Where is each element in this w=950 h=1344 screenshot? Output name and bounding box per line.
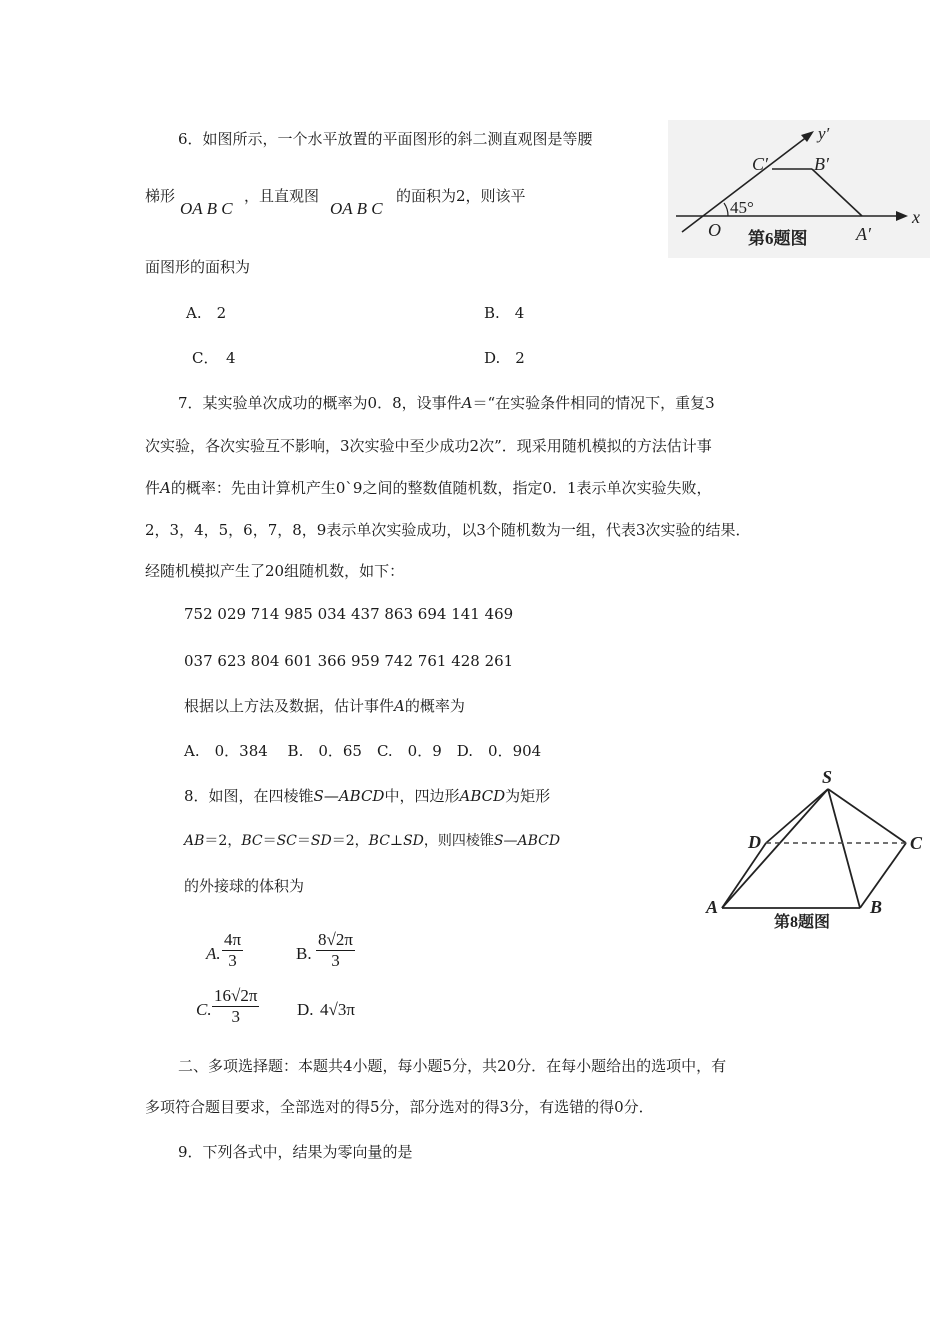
q7-line5: 经随机模拟产生了20组随机数，如下： <box>145 562 405 580</box>
q8-line1 <box>184 786 550 806</box>
q7-line1-b: ＝“在实验条件相同的情况下，重复3 <box>472 394 715 412</box>
q8-pyramid-name: S—ABCD <box>313 787 385 805</box>
q8-option-c-fraction <box>212 986 259 1027</box>
q7-line6 <box>184 696 465 716</box>
q6-oabc-2: OA B C <box>330 199 383 218</box>
q7-line4: 2，3，4，5，6，7，8，9表示单次实验成功，以3个随机数为一组，代表3次实验的结果． <box>145 521 751 539</box>
q8-seg-sc: SC <box>276 833 297 849</box>
q6-option-c: C． 4 <box>192 349 236 367</box>
q6-line2-b: ，且直观图 <box>244 187 320 205</box>
q8-eq-sign-1: ＝ <box>262 833 277 849</box>
q8-option-b-fraction <box>316 930 355 971</box>
q8-seg-bc-2: BC <box>368 833 390 849</box>
q7-line1 <box>178 393 715 413</box>
q6-figure <box>668 120 930 258</box>
q8-option-b-numerator: 8√2π <box>318 930 353 949</box>
section2-line1: 二、多项选择题：本题共4小题，每小题5分，共20分．在每小题给出的选项中，有 <box>178 1057 727 1075</box>
q6-option-d: D. 2 <box>484 349 525 367</box>
vertex-b-label: B <box>870 897 883 917</box>
q8-seg-sd: SD <box>310 833 332 849</box>
angle-label: 45° <box>730 198 754 217</box>
q8-eq-2: ＝2， <box>204 833 242 849</box>
y-axis-label: y′ <box>818 124 830 143</box>
q7-random-row-1: 752 029 714 985 034 437 863 694 141 469 <box>184 605 514 623</box>
q8-line2 <box>184 831 560 851</box>
edge-s-a <box>722 789 828 908</box>
q8-option-b-denominator: 3 <box>316 950 355 971</box>
point-o-label: O <box>708 220 721 240</box>
q7-random-row-2: 037 623 804 601 366 959 742 761 428 261 <box>184 652 514 670</box>
vertex-s-label: S <box>822 767 833 787</box>
vertex-d-label: D <box>748 832 761 852</box>
q7-line3-a: 件 <box>145 479 161 497</box>
q8-eq-sign-2: ＝ <box>296 833 311 849</box>
q6-line2-c: 的面积为2，则该平 <box>396 187 526 205</box>
edge-b-c <box>860 843 906 908</box>
q8-seg-ab: AB <box>184 833 205 849</box>
q8-line3: 的外接球的体积为 <box>184 877 305 895</box>
q6-figure-caption: 第6题图 <box>748 229 808 248</box>
q6-line2-a: 梯形 <box>145 187 176 205</box>
q8-then: ，则四棱锥 <box>423 833 494 849</box>
q7-event-a: A <box>461 394 473 412</box>
q7-event-a-2: A <box>160 479 171 497</box>
q8-option-a-fraction <box>222 930 243 971</box>
vertex-c-label: C <box>910 833 923 853</box>
q8-seg-sd-2: SD <box>403 833 424 849</box>
q8-figure <box>700 765 925 935</box>
q6-option-a: A. 2 <box>186 304 227 322</box>
point-a-label: A′ <box>856 224 871 244</box>
q7-line2: 次实验，各次实验互不影响，3次实验中至少成功2次”．现采用随机模拟的方法估计事 <box>145 437 712 455</box>
q6-line3: 面图形的面积为 <box>145 258 251 276</box>
q7-line1-a: 7．某实验单次成功的概率为0．8，设事件 <box>178 394 462 412</box>
q8-option-d-value: 4√3π <box>320 1000 355 1019</box>
q8-pyramid-name-2: S—ABCD <box>493 833 561 849</box>
q8-option-d-label: D. <box>297 1000 314 1019</box>
q7-line3-b: 的概率：先由计算机产生0`9之间的整数值随机数，指定0．1表示单次实验失败， <box>170 479 712 497</box>
q8-line1-c: 为矩形 <box>505 787 551 805</box>
q7-options: A. 0．384 B. 0．65 C. 0．9 D. 0．904 <box>184 742 542 760</box>
q8-option-a-numerator: 4π <box>224 930 242 949</box>
q8-line1-b: 中，四边形 <box>384 787 460 805</box>
q7-line3 <box>145 478 712 498</box>
q8-option-b-label: B. <box>296 944 312 963</box>
q8-option-c-numerator: 16√2π <box>214 986 258 1005</box>
q7-event-a-3: A <box>394 697 405 715</box>
q8-option-a-denominator: 3 <box>222 950 243 971</box>
edge-a-d <box>722 843 766 908</box>
vertex-a-label: A <box>706 897 719 917</box>
edge-s-d <box>766 789 828 843</box>
point-c-label: C′ <box>752 154 768 174</box>
q7-line6-a: 根据以上方法及数据，估计事件 <box>184 697 395 715</box>
q6-oabc-1: OA B C <box>180 199 233 218</box>
x-axis-label: x <box>912 207 920 227</box>
point-b-label: B′ <box>814 154 829 174</box>
q8-perp: ⊥ <box>389 833 404 849</box>
q8-eq-2b: ＝2， <box>331 833 369 849</box>
q8-figure-caption: 第8题图 <box>774 914 831 931</box>
q6-line1: 6．如图所示，一个水平放置的平面图形的斜二测直观图是等腰 <box>178 130 593 148</box>
q8-quad-name: ABCD <box>459 787 506 805</box>
q7-line6-b: 的概率为 <box>404 697 465 715</box>
q8-option-a-label: A. <box>206 944 221 963</box>
q8-line1-a: 8．如图，在四棱锥 <box>184 787 314 805</box>
q8-seg-bc: BC <box>241 833 263 849</box>
q9-line1: 9．下列各式中，结果为零向量的是 <box>178 1143 413 1161</box>
section2-line2: 多项符合题目要求，全部选对的得5分，部分选对的得3分，有选错的得0分． <box>145 1098 654 1116</box>
q6-option-b: B. 4 <box>484 304 525 322</box>
q8-option-c-denominator: 3 <box>212 1006 259 1027</box>
q8-option-c-label: C. <box>196 1000 212 1019</box>
